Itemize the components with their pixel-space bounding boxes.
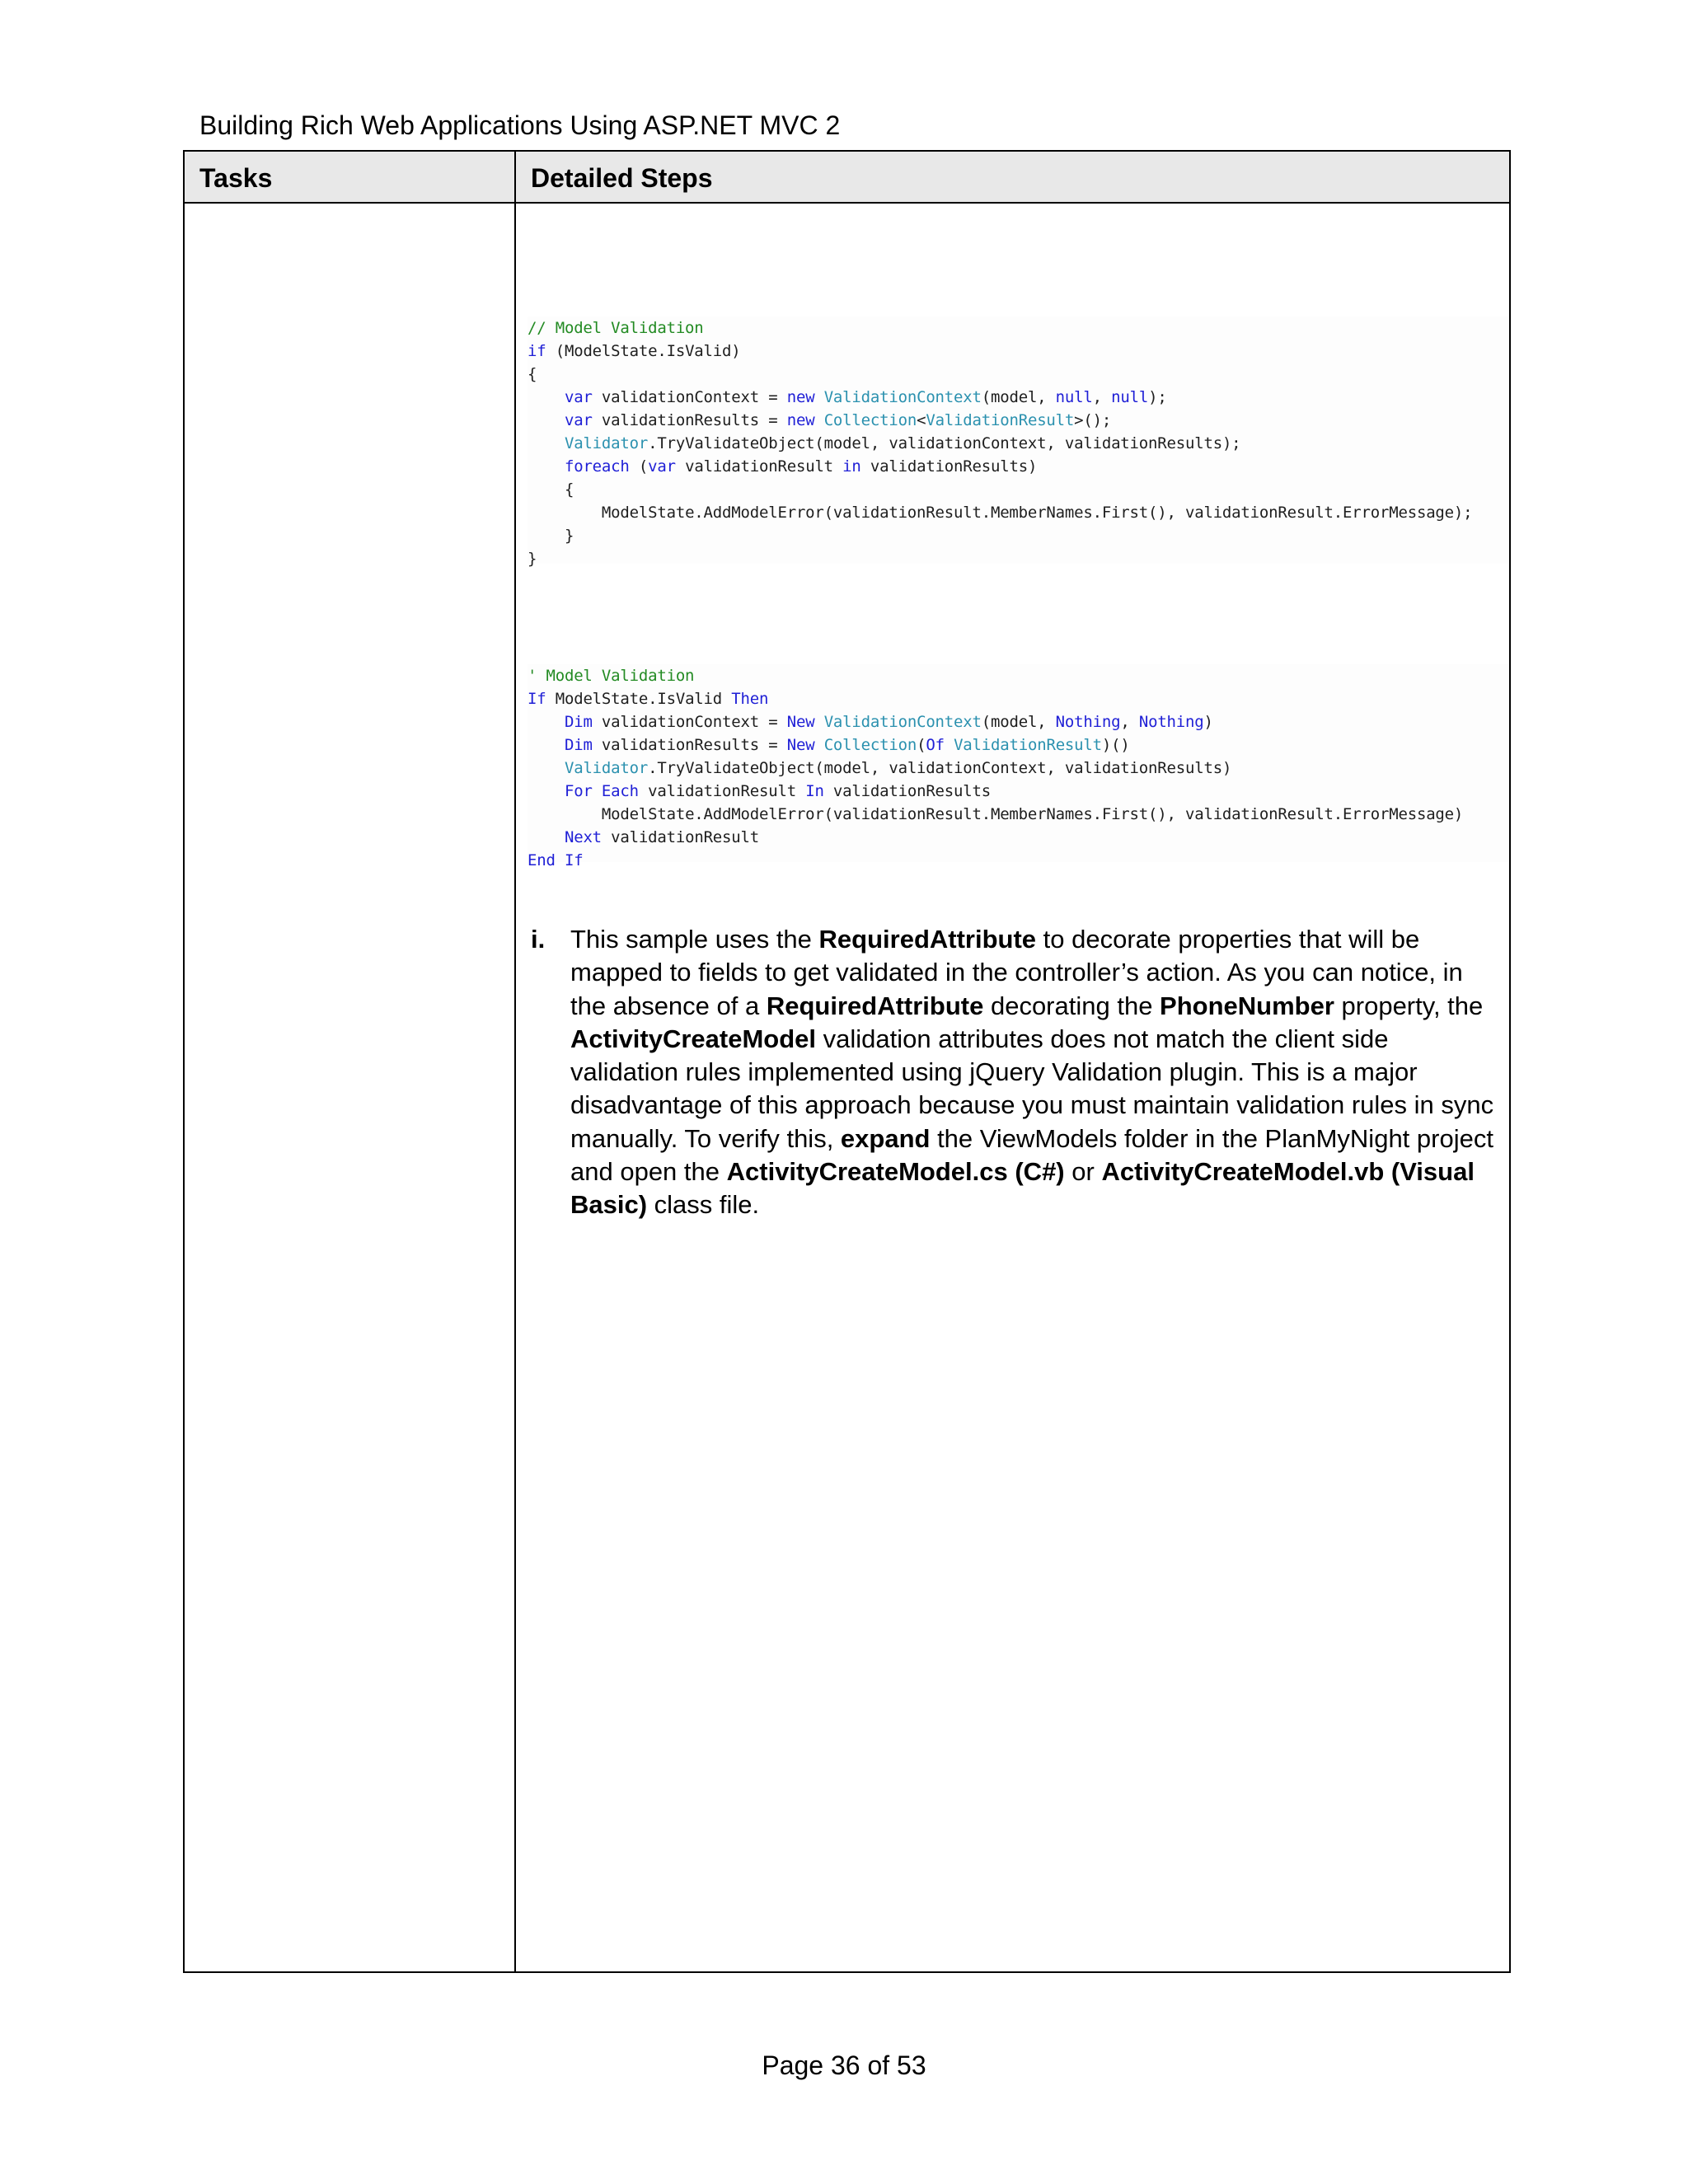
code-text: ,	[1120, 713, 1139, 731]
header-detailed-steps: Detailed Steps	[531, 163, 713, 193]
code-text: validationResult	[638, 782, 806, 800]
code-keyword: If	[528, 690, 546, 708]
step-i	[531, 923, 1495, 1222]
code-keyword: New	[786, 736, 815, 754]
code-type: ValidationContext	[823, 388, 982, 406]
code-keyword: new	[786, 411, 815, 429]
code-line	[528, 316, 1508, 340]
code-type: Collection	[823, 411, 917, 429]
code-keyword: if	[528, 342, 546, 360]
code-comment: // Model Validation	[528, 319, 704, 337]
code-line	[528, 826, 1508, 849]
code-line	[528, 432, 1508, 455]
code-text: ,	[1092, 388, 1112, 406]
code-line	[528, 340, 1508, 363]
code-keyword: var	[648, 457, 676, 476]
step-text-run: decorating the	[983, 991, 1160, 1020]
step-bold-run: ActivityCreateModel.vb (Visual Basic)	[570, 1157, 1475, 1220]
code-text: }	[528, 550, 537, 568]
code-keyword: foreach	[564, 457, 630, 476]
code-type: Validator	[564, 434, 649, 452]
code-text: {	[564, 480, 574, 499]
step-text-run: validation attributes does not match the client side validation rules implemented using jQuery Validation plugin. This is a major disadvantage of this approach because you must maintain validation rules in sync manually. To verify this,	[570, 1024, 1494, 1153]
code-keyword: in	[842, 457, 861, 476]
code-line	[528, 710, 1508, 733]
code-keyword: In	[805, 782, 824, 800]
code-snippet-csharp	[528, 316, 1508, 568]
running-header: Building Rich Web Applications Using ASP.NET MVC 2	[199, 110, 841, 140]
code-line	[528, 687, 1508, 710]
code-text: validationResult	[675, 457, 843, 476]
code-keyword: Nothing	[1055, 713, 1121, 731]
column-divider	[514, 152, 516, 1971]
code-text: )	[1203, 713, 1213, 731]
code-type: ValidationResult	[926, 411, 1075, 429]
code-text: validationResults	[823, 782, 991, 800]
step-bold-run: ActivityCreateModel.cs (C#)	[726, 1157, 1065, 1187]
code-snippet-vb	[528, 664, 1508, 869]
code-keyword: null	[1111, 388, 1149, 406]
code-line	[528, 547, 1508, 570]
step-bold-run: RequiredAttribute	[766, 991, 984, 1020]
code-text: .TryValidateObject(model, validationContext, validationResults)	[648, 759, 1232, 777]
code-keyword: Dim	[564, 713, 593, 731]
code-comment: ' Model Validation	[528, 667, 695, 685]
code-keyword: new	[786, 388, 815, 406]
code-keyword: Then	[731, 690, 769, 708]
code-text: validationContext =	[592, 388, 787, 406]
code-keyword: Dim	[564, 736, 593, 754]
code-keyword: var	[564, 388, 593, 406]
code-line	[528, 478, 1508, 501]
code-keyword: var	[564, 411, 593, 429]
step-text-run: class file.	[647, 1190, 760, 1220]
code-text: (ModelState.IsValid)	[546, 342, 741, 360]
table-header-row	[185, 152, 1509, 204]
code-text: (model,	[981, 388, 1056, 406]
code-text: .TryValidateObject(model, validationContext, validationResults);	[648, 434, 1241, 452]
code-line	[528, 524, 1508, 547]
code-type: ValidationContext	[823, 713, 982, 731]
code-keyword: For Each	[564, 782, 639, 800]
code-text: validationResults =	[592, 411, 787, 429]
code-line	[528, 455, 1508, 478]
code-line	[528, 409, 1508, 432]
step-text-run: to decorate properties that will be mapped to fields to get validated in the controller’s action. As you can notice, in the absence of a	[570, 925, 1463, 1020]
code-line	[528, 501, 1508, 524]
code-text: validationResults)	[860, 457, 1038, 476]
code-line	[528, 664, 1508, 687]
code-text: );	[1148, 388, 1167, 406]
code-text: validationResult	[601, 828, 759, 846]
code-line	[528, 363, 1508, 386]
step-text-run: property, the	[1334, 991, 1484, 1020]
code-line	[528, 803, 1508, 826]
step-text-run: This sample uses the	[570, 925, 819, 954]
code-line	[528, 780, 1508, 803]
code-text: >();	[1074, 411, 1112, 429]
code-keyword: Next	[564, 828, 602, 846]
code-text: ModelState.AddModelError(validationResult.MemberNames.First(), validationResult.ErrorMessage);	[601, 504, 1473, 522]
code-text: (	[629, 457, 649, 476]
step-text-run: the ViewModels folder in the PlanMyNight project and open the	[570, 1123, 1493, 1187]
step-bold-run: expand	[840, 1123, 931, 1153]
step-bold-run: ActivityCreateModel	[570, 1024, 817, 1053]
header-tasks: Tasks	[199, 163, 273, 193]
code-line	[528, 733, 1508, 757]
steps-table	[183, 150, 1511, 1973]
code-keyword: Of	[926, 736, 945, 754]
step-text-run: or	[1064, 1157, 1102, 1187]
step-bold-run: RequiredAttribute	[818, 925, 1037, 954]
code-text: (model,	[981, 713, 1056, 731]
code-keyword: Nothing	[1138, 713, 1204, 731]
code-type: Validator	[564, 759, 649, 777]
code-text: ModelState.AddModelError(validationResult.MemberNames.First(), validationResult.ErrorMessage)	[601, 805, 1464, 823]
code-keyword: End If	[528, 851, 584, 869]
code-text: <	[917, 411, 926, 429]
code-line	[528, 757, 1508, 780]
code-type: ValidationResult	[954, 736, 1102, 754]
step-bold-run: PhoneNumber	[1160, 991, 1334, 1020]
code-text: )()	[1101, 736, 1130, 754]
code-text: {	[528, 365, 537, 383]
page-number: Page 36 of 53	[762, 2050, 926, 2080]
code-type: Collection	[823, 736, 917, 754]
step-marker: i.	[531, 925, 546, 954]
code-keyword: New	[786, 713, 815, 731]
code-line	[528, 386, 1508, 409]
code-text: validationResults =	[592, 736, 787, 754]
code-keyword: null	[1055, 388, 1093, 406]
code-text: validationContext =	[592, 713, 787, 731]
code-text: }	[564, 527, 574, 545]
code-text: (	[917, 736, 926, 754]
step-text	[570, 923, 1495, 1222]
code-text: ModelState.IsValid	[546, 690, 732, 708]
code-line	[528, 849, 1508, 872]
